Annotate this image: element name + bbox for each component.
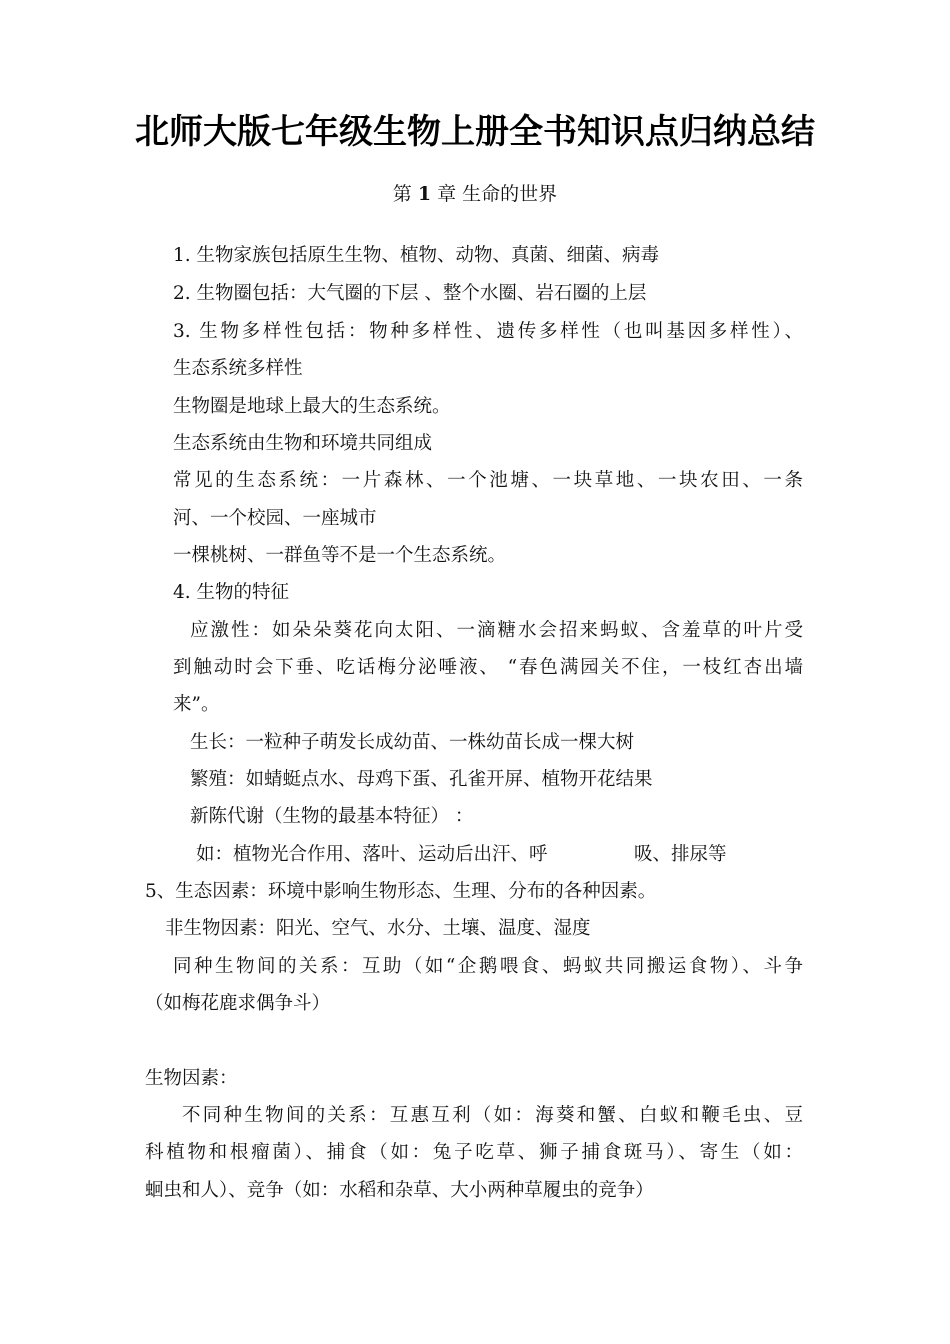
text-line-wrapper <box>173 318 803 346</box>
text-line: 如：植物光合作用、落叶、运动后出汗、呼 <box>196 844 548 865</box>
chapter-number: 1 <box>417 183 432 205</box>
chapter-prefix: 第 <box>392 183 412 205</box>
chapter-title: 章 生命的世界 <box>437 183 558 205</box>
text-line-wrapper <box>173 467 803 495</box>
text-line-wrapper <box>190 617 803 645</box>
text-line: 生态系统多样性 <box>173 358 303 379</box>
text-line: 生物圈是地球上最大的生态系统。 <box>173 396 451 417</box>
text-line: 4. 生物的特征 <box>173 582 290 603</box>
text-line-wrapper <box>173 953 803 981</box>
text-line: 一棵桃树、一群鱼等不是一个生态系统。 <box>173 545 507 566</box>
text-line: 新陈代谢（生物的最基本特征） ： <box>190 806 474 827</box>
text-line: 繁殖：如蜻蜓点水、母鸡下蛋、孔雀开屏、植物开花结果 <box>190 769 653 790</box>
text-line: （如梅花鹿求偶争斗） <box>145 993 331 1014</box>
text-line: 吸、排尿等 <box>634 844 727 865</box>
text-line: 到触动时会下垂、吃话梅分泌唾液、 “春色满园关不住，一枝红杏出墙 <box>173 657 803 678</box>
text-line-wrapper <box>145 1139 803 1167</box>
text-line: 非生物因素：阳光、空气、水分、土壤、温度、湿度 <box>165 918 591 939</box>
chapter-heading <box>0 180 950 208</box>
text-line: 常见的生态系统：一片森林、一个池塘、一块草地、一块农田、一条 <box>173 470 803 491</box>
text-line: 1. 生物家族包括原生生物、植物、动物、真菌、细菌、病毒 <box>173 245 660 266</box>
text-line-wrapper <box>173 654 803 682</box>
text-line: 蛔虫和人）、竞争（如：水稻和杂草、大小两种草履虫的竞争） <box>145 1180 654 1201</box>
text-line: 河、一个校园、一座城市 <box>173 508 377 529</box>
text-line: 生长：一粒种子萌发长成幼苗、一株幼苗长成一棵大树 <box>190 732 635 753</box>
text-line-wrapper <box>182 1102 803 1130</box>
page-title: 北师大版七年级生物上册全书知识点归纳总结 <box>135 112 815 152</box>
text-line: 3. 生物多样性包括：物种多样性、遗传多样性（也叫基因多样性）、 <box>173 321 803 342</box>
text-line: 5、生态因素：环境中影响生物形态、生理、分布的各种因素。 <box>145 881 657 902</box>
text-line: 生物因素： <box>145 1068 238 1089</box>
text-line: 不同种生物间的关系：互惠互利（如：海葵和蟹、白蚁和鞭毛虫、豆 <box>182 1105 803 1126</box>
text-line: 生态系统由生物和环境共同组成 <box>173 433 433 454</box>
text-line: 科植物和根瘤菌）、捕食（如：兔子吃草、狮子捕食斑马）、寄生（如： <box>145 1142 803 1163</box>
text-line: 来”。 <box>173 694 220 715</box>
text-line: 同种生物间的关系：互助（如“企鹅喂食、蚂蚁共同搬运食物）、斗争 <box>173 956 803 977</box>
text-line: 应激性：如朵朵葵花向太阳、一滴糖水会招来蚂蚁、含羞草的叶片受 <box>190 620 803 641</box>
text-line: 2. 生物圈包括：大气圈的下层 、整个水圈、岩石圈的上层 <box>173 283 647 304</box>
